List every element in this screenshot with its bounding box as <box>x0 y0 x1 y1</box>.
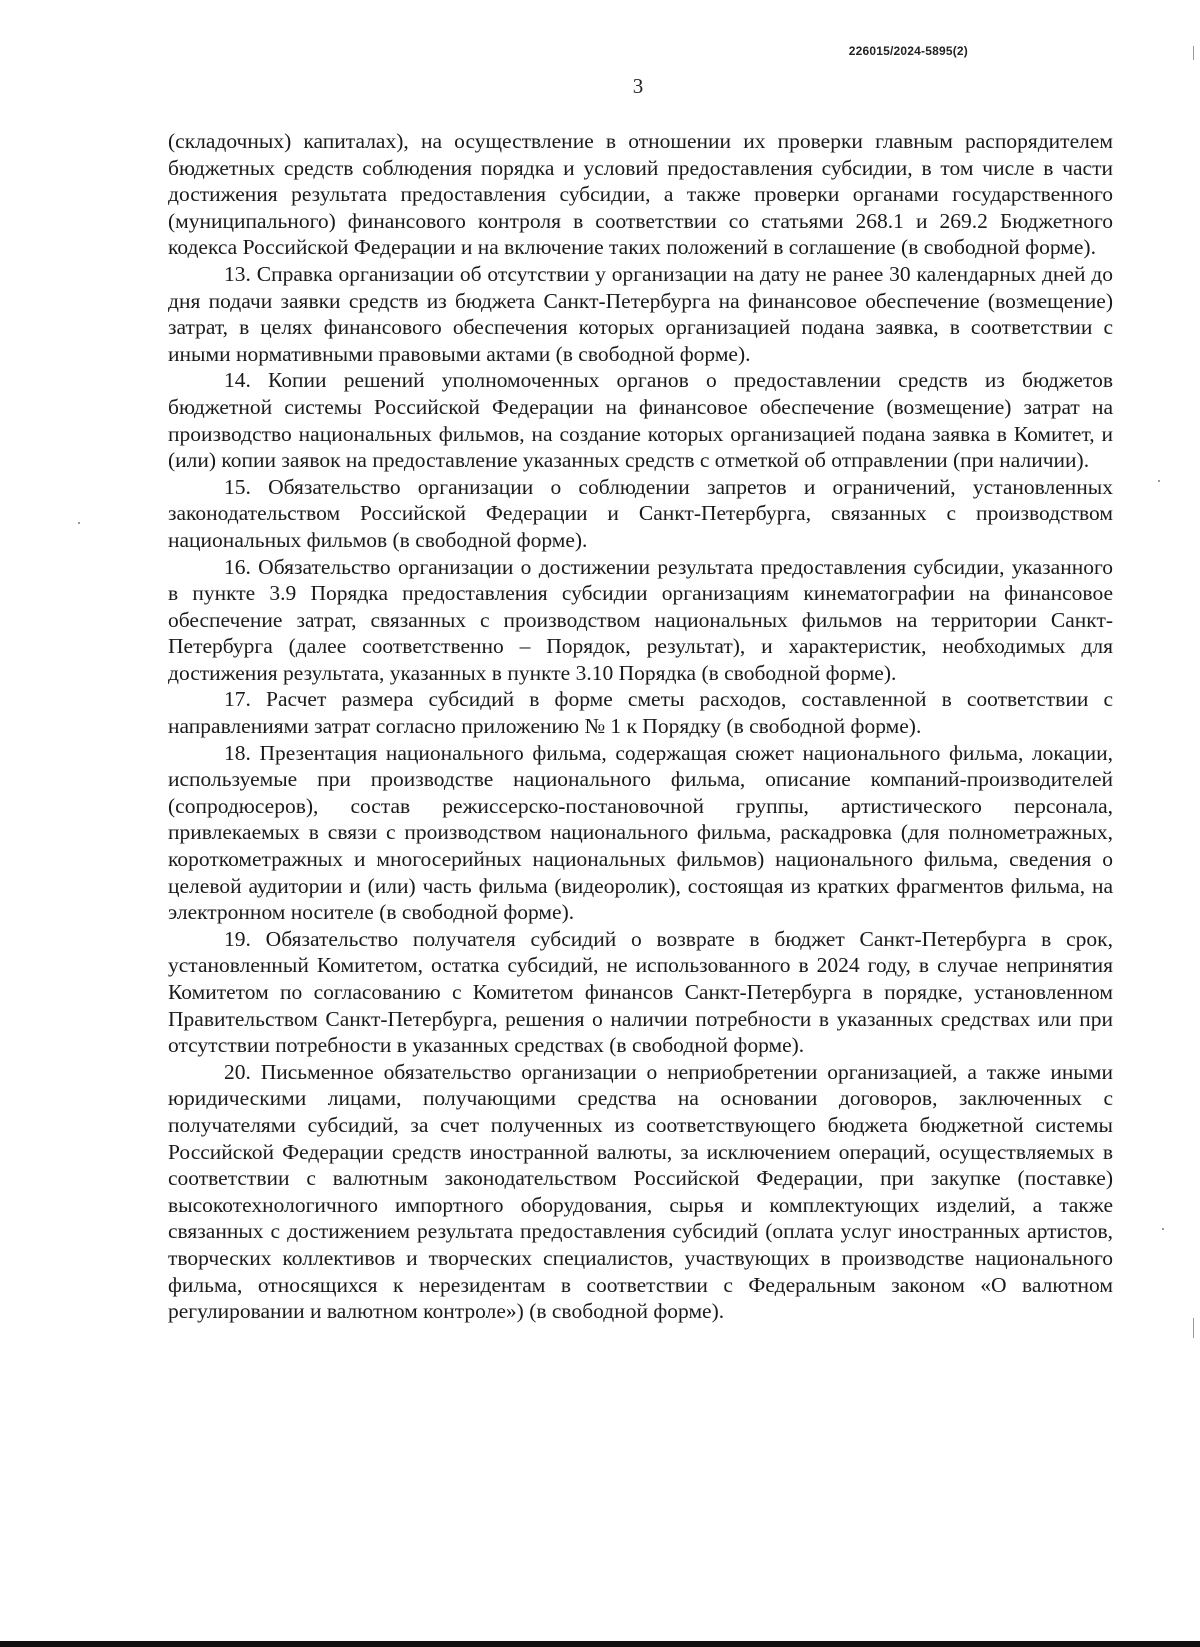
paragraph-continuation: (складочных) капиталах), на осуществление в отношении их проверки главным распорядителем бюджетных средств соблюдения порядка и условий предоставления субсидии, в том числе в части достижения результата предоставления субсидии, а также проверки органами государственного (муниципального) финансового контроля в соответствии со статьями 268.1 и 269.2 Бюджетного кодекса Российской Федерации и на включение таких положений в соглашение (в свободной форме). <box>168 129 1113 260</box>
paragraph-item-15: 15. Обязательство организации о соблюдении запретов и ограничений, установленных законодательством Российской Федерации и Санкт-Петербурга, связанных с производством национальных фильмов (в свободной форме). <box>168 474 1113 552</box>
paragraph-item-19: 19. Обязательство получателя субсидий о возврате в бюджет Санкт-Петербурга в срок, установленный Комитетом, остатка субсидий, не использованного в 2024 году, в случае непринятия Комитетом по согласованию с Комитетом финансов Санкт-Петербурга в порядке, установленном Правительством Санкт-Петербурга, решения о наличии потребности в указанных средствах или при отсутствии потребности в указанных средствах (в свободной форме). <box>168 926 1113 1058</box>
scan-speck <box>1162 1228 1164 1230</box>
paragraph-item-13: 13. Справка организации об отсутствии у организации на дату не ранее 30 календарных дней до дня подачи заявки средств из бюджета Санкт-Петербурга на финансовое обеспечение (возмещение) затрат, в целях финансового обеспечения которых организацией подана заявка, в соответствии с иными нормативными правовыми актами (в свободной форме). <box>168 261 1113 366</box>
paragraph-item-20: 20. Письменное обязательство организации о неприобретении организацией, а также иными юридическими лицами, получающими средства на основании договоров, заключенных с получателями субсидий, за счет полученных из соответствующего бюджета бюджетной системы Российской Федерации средств иностранной валюты, за исключением операций, осуществляемых в соответствии с валютным законодательством Российской Федерации, при закупке (поставке) высокотехнологичного импортного оборудования, сырья и комплектующих изделий, а также связанных с достижением результата предоставления субсидий (оплата услуг иностранных артистов, творческих коллективов и творческих специалистов, участвующих в производстве национального фильма, относящихся к нерезидентам в соответствии с Федеральным законом «О валютном регулировании и валютном контроле») (в свободной форме). <box>168 1059 1113 1324</box>
scan-speck <box>1158 480 1160 482</box>
document-body <box>168 128 1113 1325</box>
scan-edge-mark <box>1193 46 1194 60</box>
scan-speck <box>78 522 80 524</box>
scan-bottom-border <box>0 1641 1200 1647</box>
paragraph-item-16: 16. Обязательство организации о достижении результата предоставления субсидии, указанного в пункте 3.9 Порядка предоставления субсидии организациям кинематографии на финансовое обеспечение затрат, связанных с производством национальных фильмов на территории Санкт-Петербурга (далее соответственно – Порядок, результат), и характеристик, необходимых для достижения результата, указанных в пункте 3.10 Порядка (в свободной форме). <box>168 554 1113 685</box>
document-registration-number: 226015/2024-5895(2) <box>848 44 968 58</box>
paragraph-item-18: 18. Презентация национального фильма, содержащая сюжет национального фильма, локации, используемые при производстве национального фильма, описание компаний-производителей (сопродюсеров), состав режиссерско-постановочной группы, артистического персонала, привлекаемых в связи с производством национального фильма, раскадровка (для полнометражных, короткометражных и многосерийных национальных фильмов) национального фильма, сведения о целевой аудитории и (или) часть фильма (видеоролик), состоящая из кратких фрагментов фильма, на электронном носителе (в свободной форме). <box>168 740 1113 925</box>
paragraph-item-14: 14. Копии решений уполномоченных органов о предоставлении средств из бюджетов бюджетной системы Российской Федерации на финансовое обеспечение (возмещение) затрат на производство национальных фильмов, на создание которых организацией подана заявка в Комитет, и (или) копии заявок на предоставление указанных средств с отметкой об отправлении (при наличии). <box>168 368 1113 473</box>
paragraph-item-17: 17. Расчет размера субсидий в форме сметы расходов, составленной в соответствии с направлениями затрат согласно приложению № 1 к Порядку (в свободной форме). <box>168 687 1113 739</box>
page-number: 3 <box>632 74 644 98</box>
scan-edge-mark <box>1193 1318 1194 1338</box>
